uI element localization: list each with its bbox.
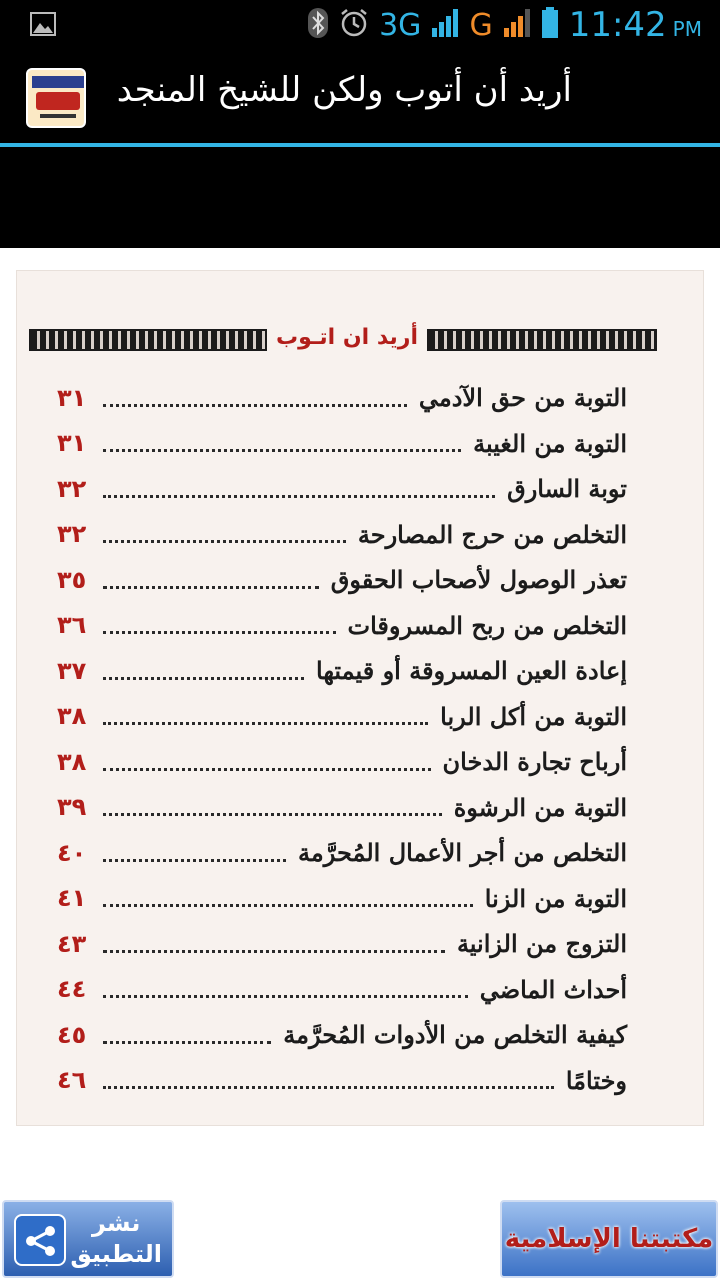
battery-icon bbox=[541, 7, 559, 43]
toc-entry bbox=[57, 375, 627, 421]
toc-entry bbox=[57, 876, 627, 922]
toc-dot-leader bbox=[103, 539, 346, 543]
image-icon bbox=[30, 12, 56, 40]
toc-entry-title: التوبة من أكل الربا bbox=[440, 701, 627, 731]
alarm-icon bbox=[339, 8, 369, 42]
toc-entry-page: ٣٨ bbox=[57, 747, 87, 776]
content-area[interactable] bbox=[0, 248, 720, 1280]
table-of-contents bbox=[57, 375, 627, 1103]
toc-entry-page: ٣١ bbox=[57, 383, 87, 412]
toc-entry bbox=[57, 648, 627, 694]
islamic-library-label: مكتبتنا الإسلامية bbox=[504, 1224, 714, 1254]
toc-dot-leader bbox=[103, 812, 442, 816]
islamic-library-button[interactable] bbox=[500, 1200, 718, 1278]
toc-dot-leader bbox=[103, 448, 461, 452]
toc-dot-leader bbox=[103, 949, 445, 953]
toc-entry-page: ٣٥ bbox=[57, 565, 87, 594]
toc-entry-page: ٣٦ bbox=[57, 611, 87, 640]
toc-entry-page: ٤٤ bbox=[57, 975, 87, 1004]
toc-entry bbox=[57, 421, 627, 467]
book-header-title: أريد ان اتـوب bbox=[275, 325, 419, 350]
toc-entry bbox=[57, 512, 627, 558]
signal-icon bbox=[431, 8, 459, 42]
toc-entry-title: إعادة العين المسروقة أو قيمتها bbox=[316, 656, 627, 686]
toc-entry bbox=[57, 466, 627, 512]
toc-entry bbox=[57, 694, 627, 740]
toc-entry-page: ٣٩ bbox=[57, 793, 87, 822]
share-label-line1: نشر bbox=[91, 1209, 141, 1237]
toc-entry-title: وختامًا bbox=[565, 1065, 627, 1095]
header-ornament-right bbox=[427, 329, 657, 351]
app-logo-icon[interactable] bbox=[26, 68, 86, 128]
toc-entry-page: ٤٦ bbox=[57, 1066, 87, 1095]
toc-entry-page: ٤٣ bbox=[57, 929, 87, 958]
toc-entry-title: التخلص من ربح المسروقات bbox=[347, 610, 627, 640]
toc-dot-leader bbox=[103, 494, 495, 498]
toc-entry-page: ٣٢ bbox=[57, 474, 87, 503]
toc-dot-leader bbox=[103, 767, 431, 771]
toc-dot-leader bbox=[103, 1040, 271, 1044]
clock-time: 11:42 bbox=[568, 5, 667, 45]
toc-entry-title: التزوج من الزانية bbox=[456, 929, 627, 959]
app-title: أريد أن أتوب ولكن للشيخ المنجد bbox=[116, 70, 572, 110]
toc-entry bbox=[57, 739, 627, 785]
clock-ampm: PM bbox=[672, 17, 702, 41]
toc-entry-page: ٤٥ bbox=[57, 1020, 87, 1049]
toc-dot-leader bbox=[103, 585, 319, 589]
network-type-secondary: G bbox=[469, 7, 493, 43]
toc-entry-title: كيفية التخلص من الأدوات المُحرَّمة bbox=[283, 1020, 627, 1050]
toc-entry-title: تعذر الوصول لأصحاب الحقوق bbox=[330, 565, 627, 595]
toc-entry bbox=[57, 1058, 627, 1104]
toc-entry-page: ٣٧ bbox=[57, 656, 87, 685]
toc-dot-leader bbox=[103, 858, 286, 862]
toc-entry-page: ٣١ bbox=[57, 429, 87, 458]
bluetooth-icon bbox=[307, 7, 329, 43]
toc-dot-leader bbox=[103, 994, 468, 998]
toc-entry bbox=[57, 785, 627, 831]
toc-dot-leader bbox=[103, 721, 428, 725]
book-page-image bbox=[16, 270, 704, 1126]
toc-entry-title: التوبة من الزنا bbox=[484, 883, 627, 913]
network-type-primary: 3G bbox=[379, 7, 422, 43]
toc-entry-title: أحداث الماضي bbox=[479, 974, 627, 1004]
toc-entry-title: التوبة من حق الآدمي bbox=[418, 383, 627, 413]
toc-dot-leader bbox=[103, 676, 304, 680]
status-bar bbox=[0, 0, 720, 50]
toc-entry-page: ٤٠ bbox=[57, 838, 87, 867]
signal-icon bbox=[503, 8, 531, 42]
toc-dot-leader bbox=[103, 630, 336, 634]
toc-entry-title: توبة السارق bbox=[507, 474, 627, 504]
toc-entry bbox=[57, 1012, 627, 1058]
toc-entry-page: ٣٨ bbox=[57, 702, 87, 731]
toc-entry bbox=[57, 830, 627, 876]
share-app-label bbox=[70, 1208, 162, 1270]
toc-entry bbox=[57, 921, 627, 967]
share-icon bbox=[14, 1214, 66, 1266]
top-blank-area bbox=[0, 147, 720, 248]
toc-entry bbox=[57, 967, 627, 1013]
share-app-button[interactable] bbox=[2, 1200, 174, 1278]
action-bar bbox=[0, 50, 720, 143]
header-ornament-left bbox=[29, 329, 267, 351]
toc-entry-title: التوبة من الغيبة bbox=[473, 428, 627, 458]
toc-dot-leader bbox=[103, 403, 407, 407]
share-label-line2: التطبيق bbox=[70, 1240, 162, 1268]
toc-dot-leader bbox=[103, 903, 473, 907]
toc-entry bbox=[57, 603, 627, 649]
toc-entry-page: ٣٢ bbox=[57, 520, 87, 549]
toc-entry-title: التخلص من حرج المصارحة bbox=[357, 519, 627, 549]
toc-entry-title: التوبة من الرشوة bbox=[453, 792, 627, 822]
toc-dot-leader bbox=[103, 1085, 554, 1089]
toc-entry-title: التخلص من أجر الأعمال المُحرَّمة bbox=[298, 838, 627, 868]
toc-entry bbox=[57, 557, 627, 603]
toc-entry-page: ٤١ bbox=[57, 884, 87, 913]
toc-entry-title: أرباح تجارة الدخان bbox=[442, 747, 627, 777]
